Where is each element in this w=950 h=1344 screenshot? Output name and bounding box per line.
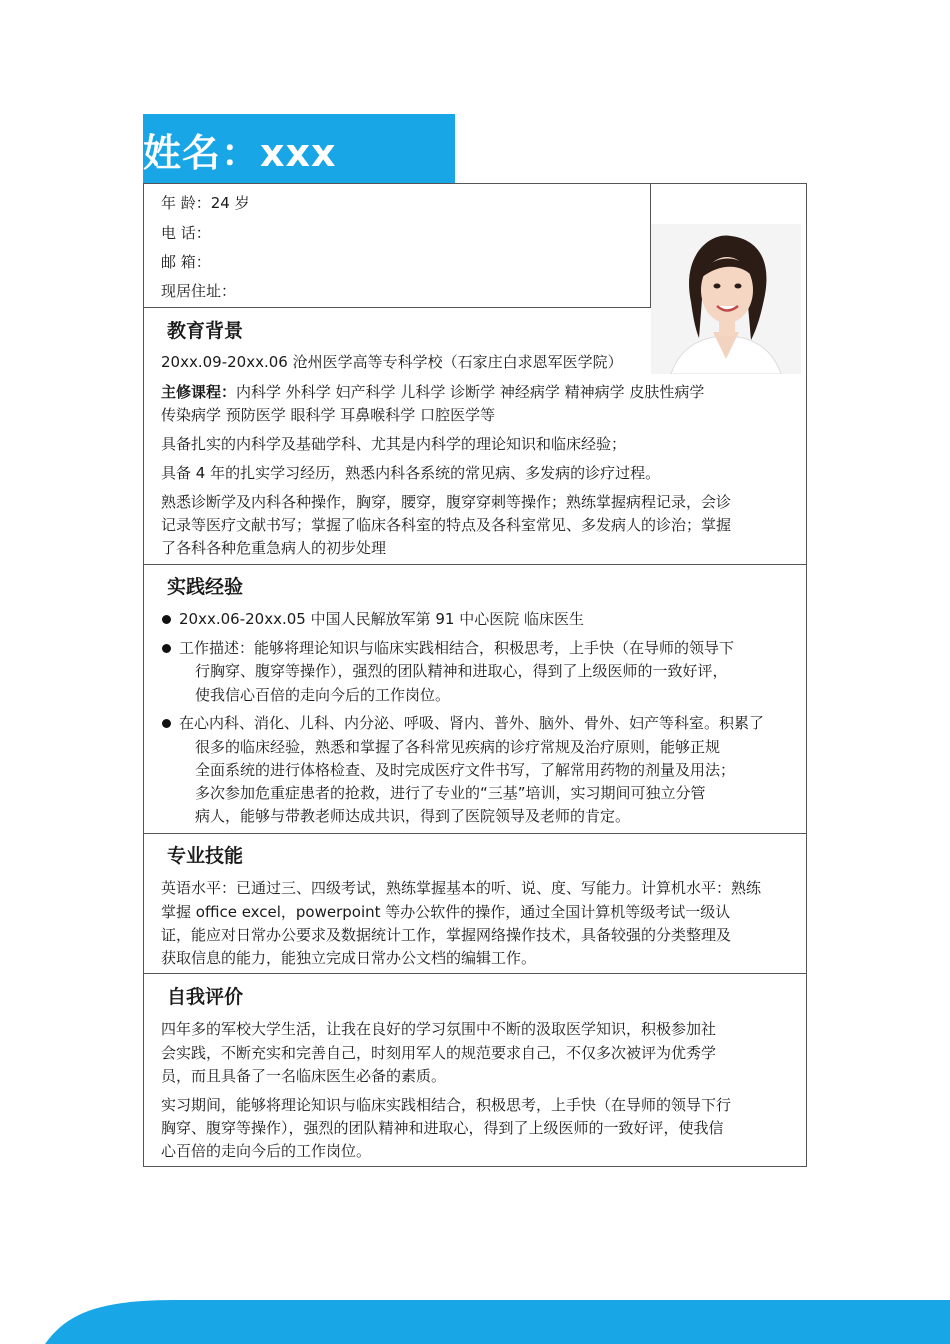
practice-item-2-line-1: 工作描述：能够将理论知识与临床实践相结合，积极思考，上手快（在导师的领导下 — [179, 639, 735, 657]
bullet-icon — [162, 644, 171, 653]
practice-title: 实践经验 — [167, 576, 244, 598]
evaluation-paragraph-1-line-1: 四年多的军校大学生活，让我在良好的学习氛围中不断的汲取医学知识，积极参加社 — [161, 1020, 717, 1038]
phone-field: 电 话： — [161, 224, 211, 242]
practice-item-3-line-1: 在心内科、消化、儿科、内分泌、呼吸、肾内、普外、脑外、骨外、妇产等科室。积累了 — [179, 714, 765, 732]
email-field: 邮 箱： — [161, 253, 211, 271]
profile-photo — [651, 224, 801, 374]
evaluation-paragraph-2-line-2: 胸穿、腹穿等操作），强烈的团队精神和进取心，得到了上级医师的一致好评，使我信 — [161, 1119, 724, 1137]
skills-line-2: 掌握 office excel，powerpoint 等办公软件的操作，通过全国计算机等级考试一级认 — [161, 903, 731, 921]
courses-list: 内科学 外科学 妇产科学 儿科学 诊断学 神经病学 精神病学 皮肤性病学 — [236, 383, 705, 401]
education-paragraph-2: 具备 4 年的扎实学习经历，熟悉内科各系统的常见病、多发病的诊疗过程。 — [161, 464, 661, 482]
practice-item-3-line-5: 病人，能够与带教老师达成共识，得到了医院领导及老师的肯定。 — [195, 807, 631, 825]
section-divider — [143, 833, 807, 834]
skills-title: 专业技能 — [167, 845, 244, 867]
address-field: 现居住址： — [161, 282, 237, 300]
evaluation-paragraph-2-line-1: 实习期间，能够将理论知识与临床实践相结合，积极思考，上手快（在导师的领导下行 — [161, 1096, 732, 1114]
evaluation-paragraph-1-line-2: 会实践，不断充实和完善自己，时刻用军人的规范要求自己，不仅多次被评为优秀学 — [161, 1044, 717, 1062]
education-entry: 20xx.09-20xx.06 沧州医学高等专科学校（石家庄白求恩军医学院） — [161, 353, 623, 371]
evaluation-title: 自我评价 — [167, 986, 244, 1008]
bullet-icon — [162, 615, 171, 624]
practice-item-3-line-2: 很多的临床经验，熟悉和掌握了各科常见疾病的诊疗常规及治疗原则，能够正规 — [195, 738, 721, 756]
courses-line-1 — [161, 382, 704, 402]
section-divider — [143, 564, 807, 565]
skills-line-4: 获取信息的能力，能独立完成日常办公文档的编辑工作。 — [161, 949, 537, 967]
footer-wave — [0, 1296, 950, 1344]
education-paragraph-3-line-2: 记录等医疗文献书写；掌握了临床各科室的特点及各科室常见、多发病人的诊治；掌握 — [161, 516, 732, 534]
age-field: 年 龄：24 岁 — [161, 194, 250, 212]
evaluation-paragraph-2-line-3: 心百倍的走向今后的工作岗位。 — [161, 1142, 372, 1160]
education-title: 教育背景 — [167, 320, 244, 342]
skills-line-3: 证，能应对日常办公要求及数据统计工作，掌握网络操作技术，具备较强的分类整理及 — [161, 926, 732, 944]
section-divider — [143, 973, 807, 974]
courses-line-2: 传染病学 预防医学 眼科学 耳鼻喉科学 口腔医学等 — [161, 406, 496, 424]
name-title: 姓名：xxx — [143, 131, 337, 175]
skills-line-1: 英语水平：已通过三、四级考试，熟练掌握基本的听、说、度、写能力。计算机水平：熟练 — [161, 879, 762, 897]
education-paragraph-1: 具备扎实的内科学及基础学科、尤其是内科学的理论知识和临床经验； — [161, 435, 627, 453]
education-paragraph-3-line-3: 了各科各种危重急病人的初步处理 — [161, 539, 387, 557]
practice-item-2-line-2: 行胸穿、腹穿等操作），强烈的团队精神和进取心，得到了上级医师的一致好评， — [195, 662, 728, 680]
practice-item-3-line-3: 全面系统的进行体格检查、及时完成医疗文件书写，了解常用药物的剂量及用法； — [195, 761, 736, 779]
practice-item-3-line-4: 多次参加危重症患者的抢救，进行了专业的“三基”培训，实习期间可独立分管 — [195, 784, 706, 802]
practice-item-1: 20xx.06-20xx.05 中国人民解放军第 91 中心医院 临床医生 — [179, 610, 584, 628]
courses-label: 主修课程： — [161, 383, 237, 401]
portrait-illustration — [651, 224, 801, 374]
education-paragraph-3-line-1: 熟悉诊断学及内科各种操作，胸穿，腰穿，腹穿穿刺等操作；熟练掌握病程记录，会诊 — [161, 493, 732, 511]
practice-item-2-line-3: 使我信心百倍的走向今后的工作岗位。 — [195, 686, 451, 704]
evaluation-paragraph-1-line-3: 员，而且具备了一名临床医生必备的素质。 — [161, 1067, 447, 1085]
bullet-icon — [162, 719, 171, 728]
